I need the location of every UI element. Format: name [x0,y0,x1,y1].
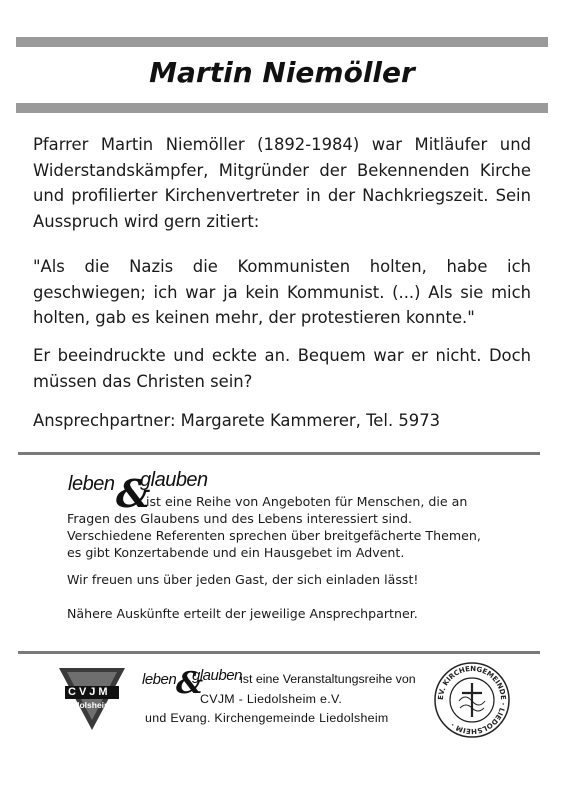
seal-ring-text: EV. KIRCHENGEMEINDE · LIEDOLSHEIM · [436,664,508,736]
closing-paragraph: Er beeindruckte und eckte an. Bequem war er nicht. Doch müssen das Christen sein? [33,346,531,391]
logo-ampersand: & [116,471,151,516]
info-first-line: ist eine Reihe von Angeboten für Menschen, die an [146,494,468,509]
section-divider [18,452,540,455]
footer-logo-word-glauben: glauben [192,667,242,684]
intro-paragraph: Pfarrer Martin Niemöller (1892-1984) war Mitläufer und Widerstandskämpfer, Mitgründer der Bekennenden Kirche und profilierter Kirchenvertreter in der Nachkriegszeit. Sein Ausspruch wird gern zitiert: [33,135,531,231]
cvjm-triangle-icon [57,664,127,734]
footer-divider [18,651,540,654]
footer-church-name: und Evang. Kirchengemeinde Liedolsheim [145,711,389,725]
cvjm-place: Liedolsheim [62,700,112,710]
cvjm-label: CVJM [68,686,111,698]
logo-word-leben: leben [68,473,115,495]
top-decorative-bar [16,37,548,47]
church-seal-icon [433,661,511,739]
welcome-text: Wir freuen uns über jeden Gast, der sich einladen lässt! [67,572,419,587]
info-line: Verschiedene Referenten sprechen über breitgefächerte Themen, [67,527,481,543]
footer-logo-ampersand: & [176,666,204,701]
church-seal-logo [433,661,511,739]
page-title: Martin Niemöller [149,56,415,89]
info-description [67,511,517,561]
cvjm-logo [57,664,127,734]
footer-cvjm-name: CVJM - Liedolsheim e.V. [200,692,343,706]
info-line: es gibt Konzertabende und ein Hausgebet im Advent. [67,544,405,560]
footer-series-text: ist eine Veranstaltungsreihe von [240,672,416,686]
footer-logo-word-leben: leben [142,671,177,688]
contact-person: Ansprechpartner: Margarete Kammerer, Tel. 5973 [33,411,441,430]
info-line: Fragen des Glaubens und des Lebens interessiert sind. [67,511,412,526]
contact-note: Nähere Auskünfte erteilt der jeweilige Ansprechpartner. [67,606,418,621]
title-underline-bar [16,103,548,113]
logo-word-glauben: glauben [140,469,208,491]
quote-paragraph: "Als die Nazis die Kommunisten holten, habe ich geschwiegen; ich war ja kein Kommunist. (...) Als sie mich holten, gab es keinen mehr, der protestieren konnte." [33,257,531,328]
